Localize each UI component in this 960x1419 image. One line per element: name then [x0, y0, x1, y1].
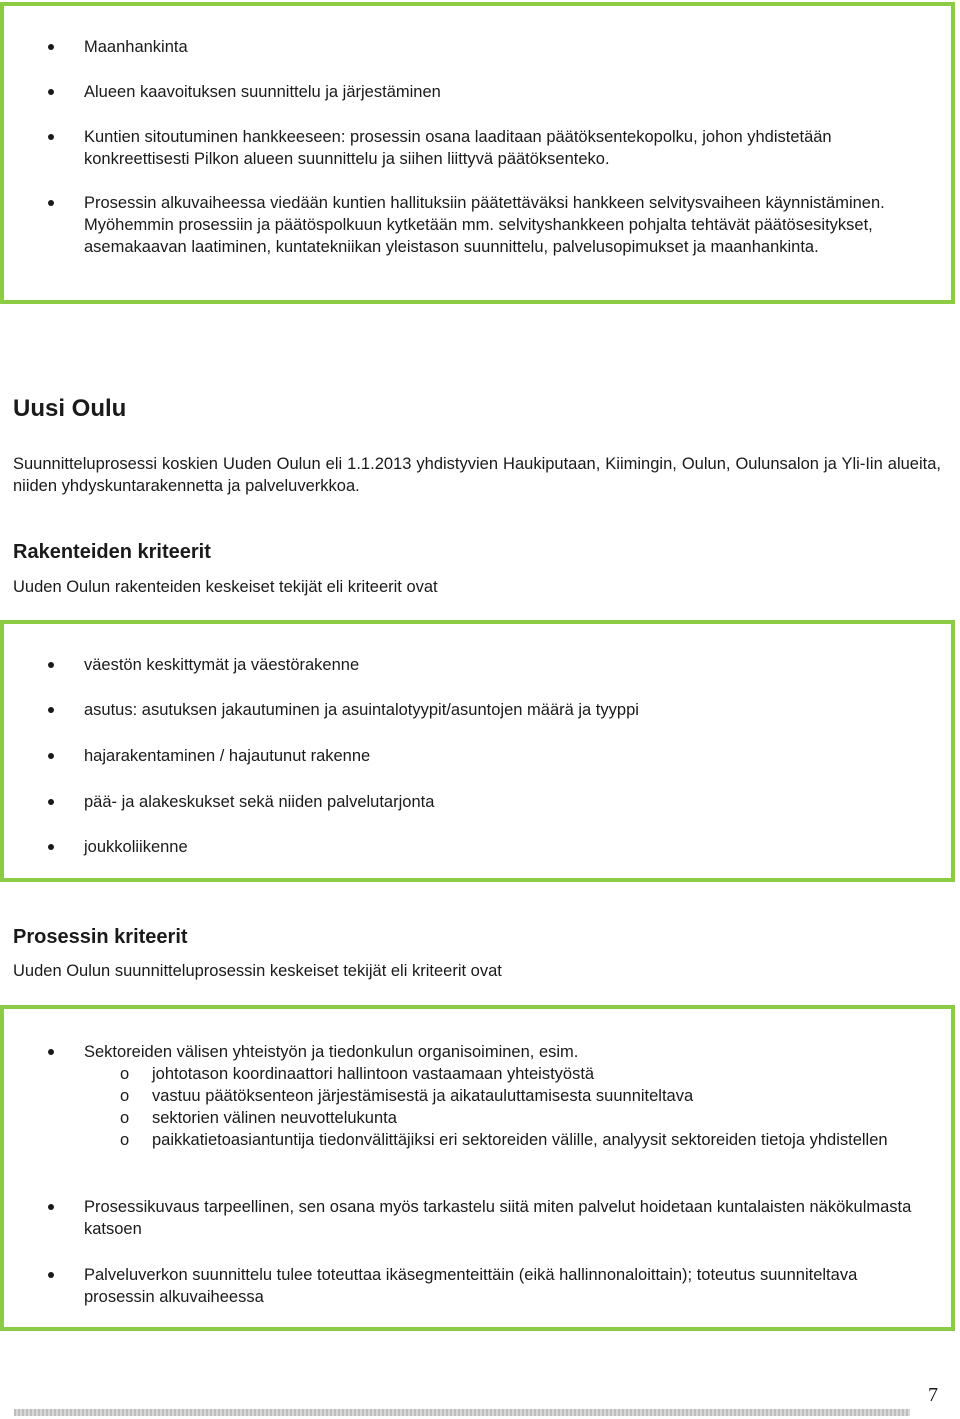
bullet-icon — [48, 1272, 54, 1278]
sub-list-item — [4, 1107, 931, 1129]
list-item-text: joukkoliikenne — [84, 838, 188, 856]
list-item-text: Palveluverkon suunnittelu tulee toteuttaa ikäsegmenteittäin (eikä hallinnonaloittain); toteutus suunniteltava prosessin alkuvaiheessa — [84, 1266, 858, 1306]
sub-list-item-text: vastuu päätöksenteon järjestämisestä ja aikatauluttamisesta suunniteltava — [152, 1087, 694, 1105]
bullet-icon — [48, 844, 54, 850]
bullet-icon — [48, 1204, 54, 1210]
green-box-rakenteiden — [0, 620, 955, 882]
list-item — [4, 192, 951, 258]
section-title-uusi-oulu: Uusi Oulu — [13, 395, 127, 422]
list-item-text: Kuntien sitoutuminen hankkeeseen: prosessin osana laaditaan päätöksentekopolku, johon yhdistetään konkreettisesti Pilkon alueen suunnittelu ja siihen liittyvä päätöksenteko. — [84, 128, 832, 168]
bullet-icon — [48, 89, 54, 95]
list-item-text: hajarakentaminen / hajautunut rakenne — [84, 747, 371, 765]
sub-list-item-text: paikkatietoasiantuntija tiedonvälittäjiksi eri sektoreiden välille, analyysit sektoreiden tietoja yhdistellen — [152, 1131, 888, 1149]
bullet-icon — [48, 44, 54, 50]
list-item — [4, 791, 951, 813]
sub-list-item-text: johtotason koordinaattori hallintoon vastaamaan yhteistyöstä — [152, 1065, 595, 1083]
green-box-top — [0, 2, 955, 304]
list-item-text: Maanhankinta — [84, 38, 188, 56]
footer-rule — [14, 1409, 910, 1416]
sub-list — [4, 1063, 931, 1151]
sub-list-item — [4, 1063, 931, 1085]
bullet-icon — [48, 200, 54, 206]
list-item — [4, 1196, 951, 1240]
green-box-prosessin — [0, 1005, 955, 1331]
list-item-text: Alueen kaavoituksen suunnittelu ja järjestäminen — [84, 83, 441, 101]
list-item — [4, 745, 951, 767]
list-item — [4, 1041, 951, 1151]
page-number: 7 — [928, 1384, 938, 1406]
circle-marker-icon: o — [120, 1087, 130, 1105]
bullet-icon — [48, 662, 54, 668]
list-item-text: asutus: asutuksen jakautuminen ja asuintalotyypit/asuntojen määrä ja tyyppi — [84, 701, 639, 719]
list-item-text: pää- ja alakeskukset sekä niiden palvelutarjonta — [84, 793, 435, 811]
sub-list-item — [4, 1129, 931, 1151]
list-item — [4, 699, 951, 721]
uusi-oulu-paragraph: Suunnitteluprosessi koskien Uuden Oulun eli 1.1.2013 yhdistyvien Haukiputaan, Kiimingin, Oulun, Oulunsalon ja Yli-Iin alueita, niiden yhdyskuntarakennetta ja palveluverkkoa. — [13, 455, 941, 495]
bullet-icon — [48, 799, 54, 805]
section-title-rakenteiden: Rakenteiden kriteerit — [13, 541, 211, 563]
list-item — [4, 1264, 951, 1308]
bullet-icon — [48, 134, 54, 140]
circle-marker-icon: o — [120, 1131, 130, 1149]
bullet-icon — [48, 753, 54, 759]
prosessin-intro: Uuden Oulun suunnitteluprosessin keskeiset tekijät eli kriteerit ovat — [13, 962, 502, 980]
list-item — [4, 654, 951, 676]
circle-marker-icon: o — [120, 1065, 130, 1083]
sub-list-item — [4, 1085, 931, 1107]
list-item — [4, 81, 951, 103]
bullet-icon — [48, 1049, 54, 1055]
list-item — [4, 126, 951, 170]
list-item-text: Sektoreiden välisen yhteistyön ja tiedonkulun organisoiminen, esim. — [84, 1043, 579, 1061]
list-item — [4, 836, 951, 858]
sub-list-item-text: sektorien välinen neuvottelukunta — [152, 1109, 397, 1127]
rakenteiden-intro: Uuden Oulun rakenteiden keskeiset tekijät eli kriteerit ovat — [13, 578, 438, 596]
list-item-text: Prosessin alkuvaiheessa viedään kuntien hallituksiin päätettäväksi hankkeen selvitysvaiheen käynnistäminen. Myöhemmin prosessiin ja päätöspolkuun kytketään mm. selvityshankkeen pohjalta tehtävät päätösesitykset, asemakaavan laatiminen, kuntatekniikan yleistason suunnittelu, palvelusopimukset ja maanhankinta. — [84, 194, 885, 256]
circle-marker-icon: o — [120, 1109, 130, 1127]
list-item-text: Prosessikuvaus tarpeellinen, sen osana myös tarkastelu siitä miten palvelut hoidetaan kuntalaisten näkökulmasta katsoen — [84, 1198, 912, 1238]
list-item — [4, 36, 951, 58]
section-title-prosessin: Prosessin kriteerit — [13, 926, 188, 948]
bullet-icon — [48, 707, 54, 713]
list-item-text: väestön keskittymät ja väestörakenne — [84, 656, 360, 674]
